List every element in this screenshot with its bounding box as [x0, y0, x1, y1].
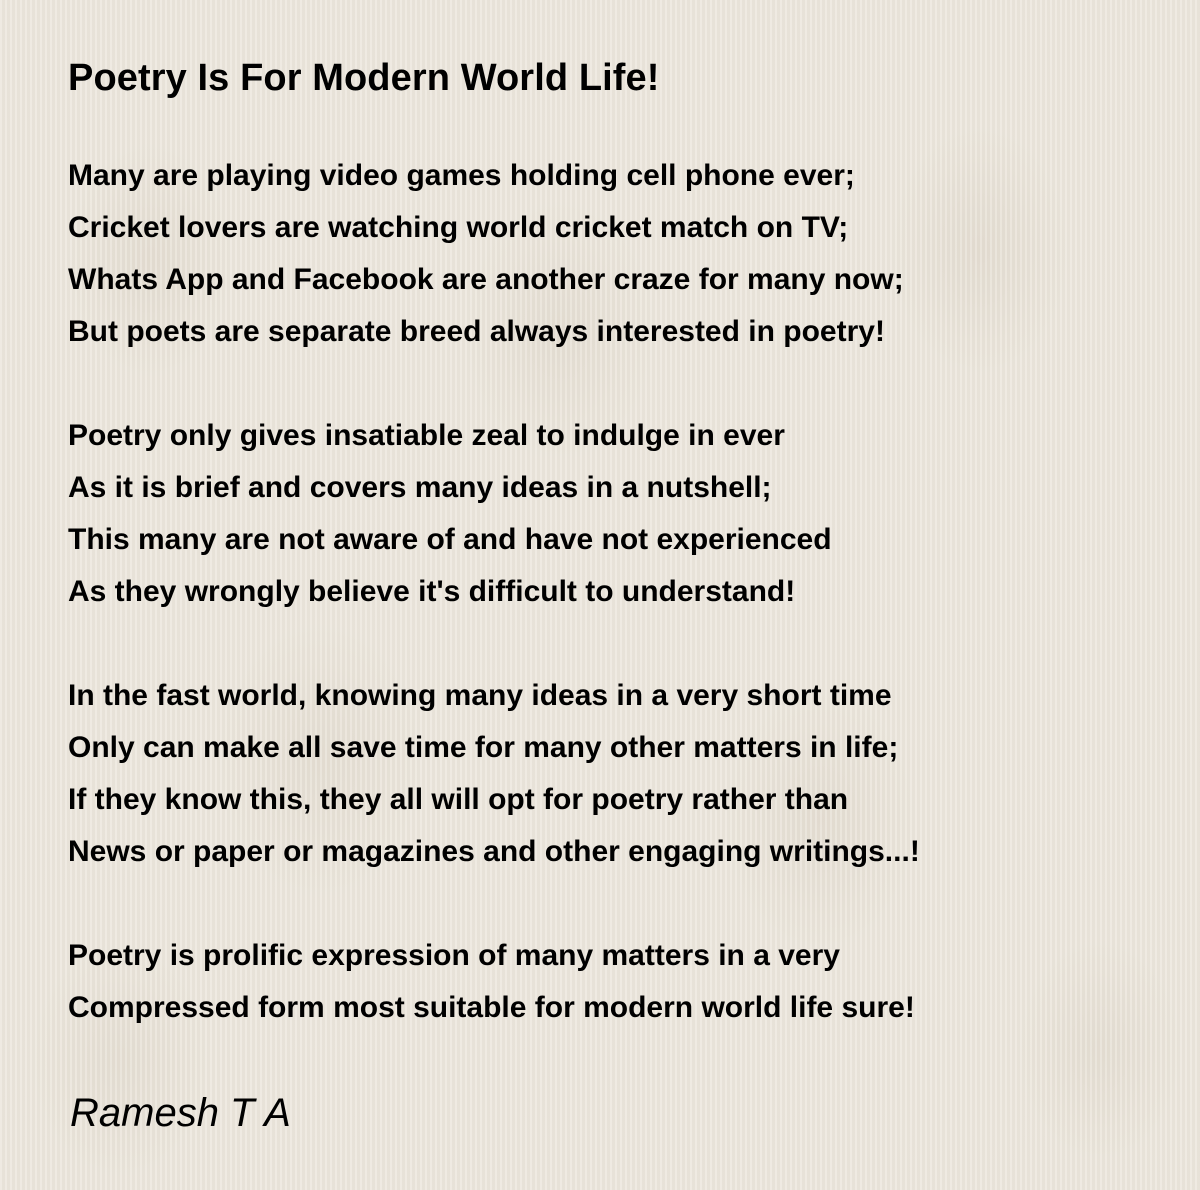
poem-line: But poets are separate breed always interested in poetry! [68, 315, 885, 348]
poem-line: Only can make all save time for many other matters in life; [68, 731, 899, 764]
poem-line: In the fast world, knowing many ideas in a very short time [68, 679, 892, 712]
poem-line: Compressed form most suitable for modern world life sure! [68, 991, 915, 1024]
poem-line: If they know this, they all will opt for poetry rather than [68, 783, 849, 816]
poem-author: Ramesh T A [70, 1091, 291, 1135]
stanza-4 [68, 930, 1128, 1034]
poem-title: Poetry Is For Modern World Life! [68, 57, 660, 99]
stanza-3 [68, 670, 1128, 878]
poem-body [68, 150, 1128, 1086]
poem-line: Poetry is prolific expression of many matters in a very [68, 939, 840, 972]
poem-line: Poetry only gives insatiable zeal to indulge in ever [68, 419, 785, 452]
poem-line: As they wrongly believe it's difficult to understand! [68, 575, 796, 608]
poem-line: As it is brief and covers many ideas in a nutshell; [68, 471, 772, 504]
stanza-1 [68, 150, 1128, 358]
stanza-2 [68, 410, 1128, 618]
poem-line: News or paper or magazines and other engaging writings...! [68, 835, 920, 868]
poem-line: Whats App and Facebook are another craze for many now; [68, 263, 904, 296]
poem-line: This many are not aware of and have not experienced [68, 523, 832, 556]
poem-line: Cricket lovers are watching world cricket match on TV; [68, 211, 849, 244]
poem-line: Many are playing video games holding cell phone ever; [68, 159, 855, 192]
